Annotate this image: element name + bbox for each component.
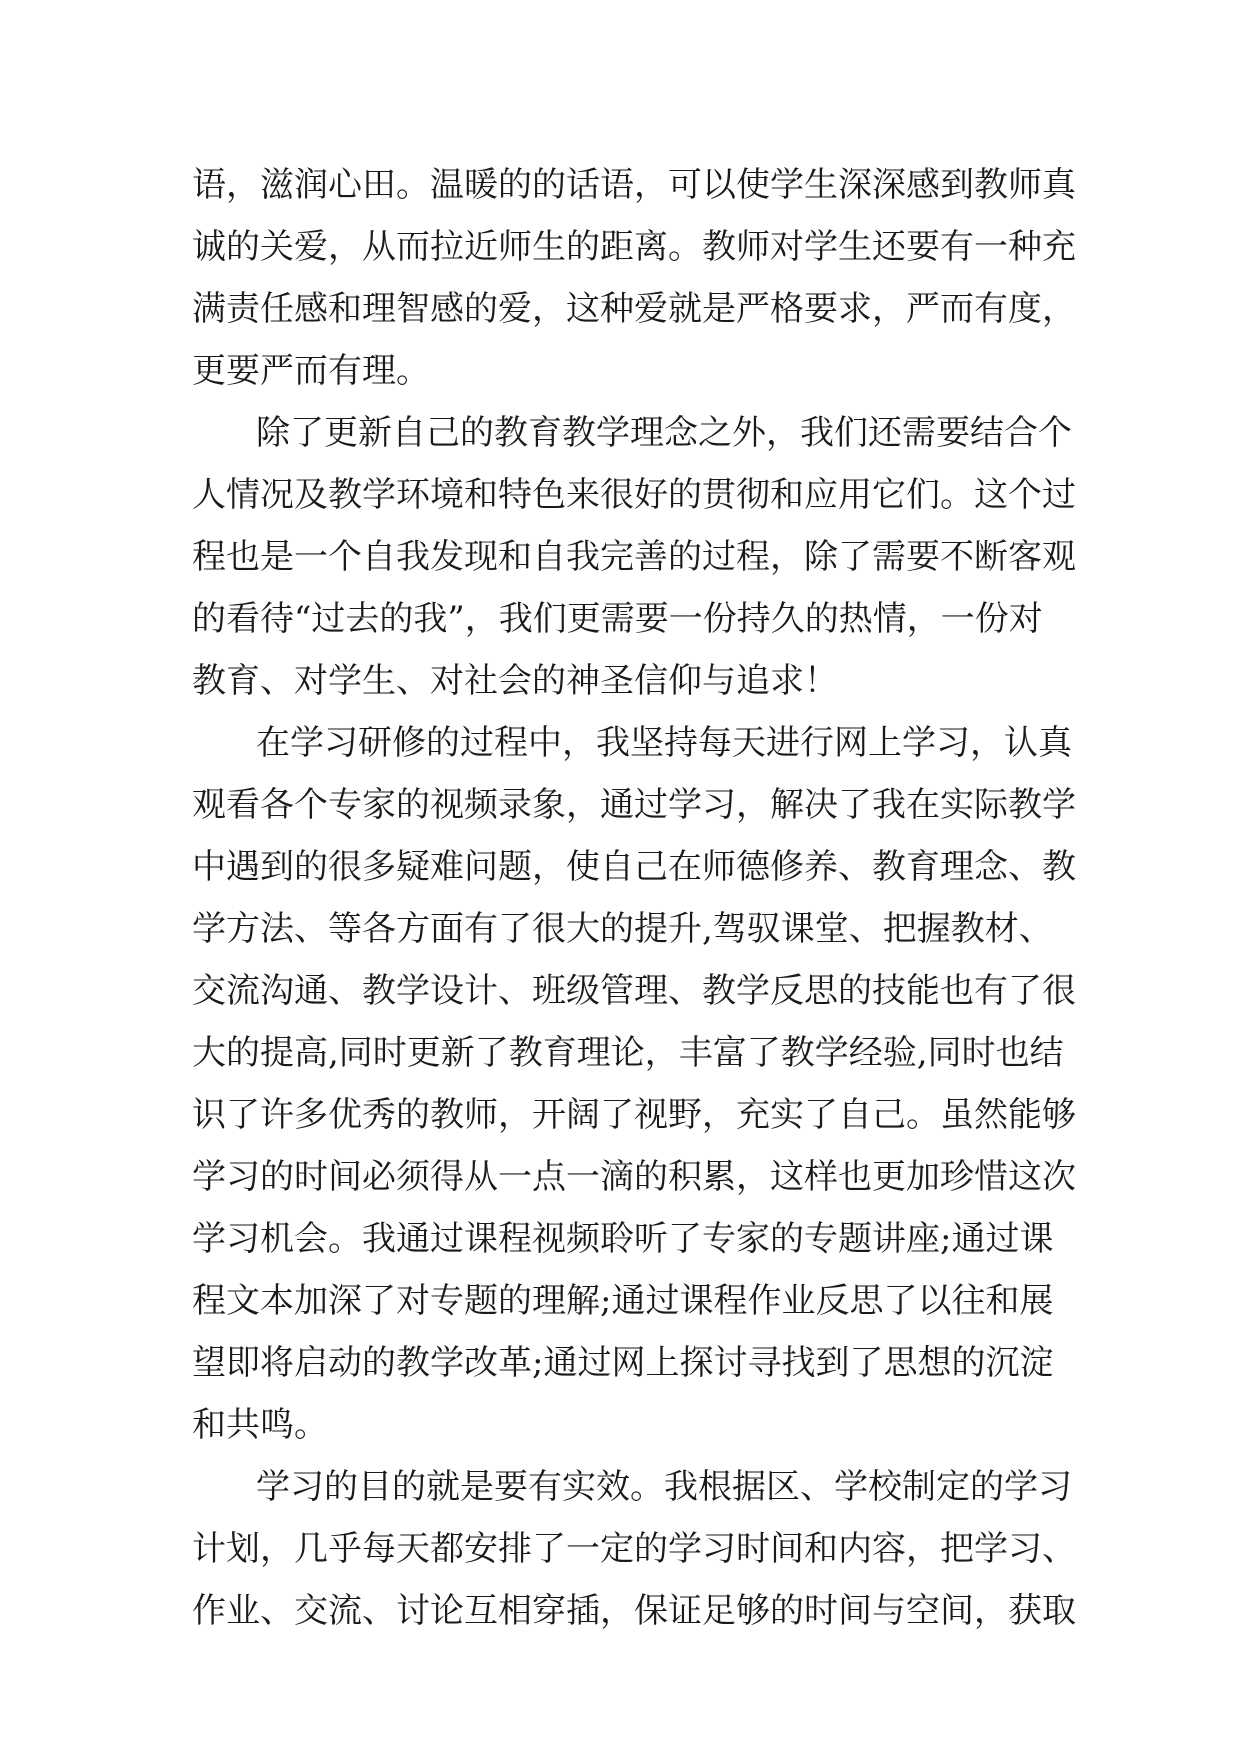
text-line: 学习的时间必须得从一点一滴的积累，这样也更加珍惜这次 <box>192 1157 1076 1197</box>
text-line: 人情况及教学环境和特色来很好的贯彻和应用它们。这个过 <box>192 475 1076 515</box>
text-line: 诚的关爱，从而拉近师生的距离。教师对学生还要有一种充 <box>192 227 1076 267</box>
text-line: 学习机会。我通过课程视频聆听了专家的专题讲座;通过课 <box>192 1219 1054 1259</box>
text-line: 满责任感和理智感的爱，这种爱就是严格要求，严而有度， <box>192 289 1076 329</box>
document-body <box>192 154 1076 1642</box>
text-line: 学习的目的就是要有实效。我根据区、学校制定的学习 <box>256 1467 1072 1507</box>
text-line: 程文本加深了对专题的理解;通过课程作业反思了以往和展 <box>192 1281 1054 1321</box>
text-line: 观看各个专家的视频录象，通过学习，解决了我在实际教学 <box>192 785 1076 825</box>
text-line: 除了更新自己的教育教学理念之外，我们还需要结合个 <box>256 413 1072 453</box>
text-line: 教育、对学生、对社会的神圣信仰与追求！ <box>192 661 838 701</box>
text-line: 语，滋润心田。温暖的的话语，可以使学生深深感到教师真 <box>192 165 1076 205</box>
text-line: 程也是一个自我发现和自我完善的过程，除了需要不断客观 <box>192 537 1076 577</box>
text-line: 的看待“过去的我”，我们更需要一份持久的热情，一份对 <box>192 599 1043 639</box>
text-line: 中遇到的很多疑难问题，使自己在师德修养、教育理念、教 <box>192 847 1076 887</box>
text-line: 计划，几乎每天都安排了一定的学习时间和内容，把学习、 <box>192 1529 1076 1569</box>
text-line: 在学习研修的过程中，我坚持每天进行网上学习，认真 <box>256 723 1072 763</box>
text-line: 交流沟通、教学设计、班级管理、教学反思的技能也有了很 <box>192 971 1076 1011</box>
text-line: 望即将启动的教学改革;通过网上探讨寻找到了思想的沉淀 <box>192 1343 1054 1383</box>
text-line: 作业、交流、讨论互相穿插，保证足够的时间与空间，获取 <box>192 1591 1076 1631</box>
text-line: 学方法、等各方面有了很大的提升,驾驭课堂、把握教材、 <box>192 909 1053 949</box>
text-line: 识了许多优秀的教师，开阔了视野，充实了自己。虽然能够 <box>192 1095 1076 1135</box>
text-line: 大的提高,同时更新了教育理论，丰富了教学经验,同时也结 <box>192 1033 1064 1073</box>
text-line: 和共鸣。 <box>192 1405 328 1445</box>
text-line: 更要严而有理。 <box>192 351 430 391</box>
